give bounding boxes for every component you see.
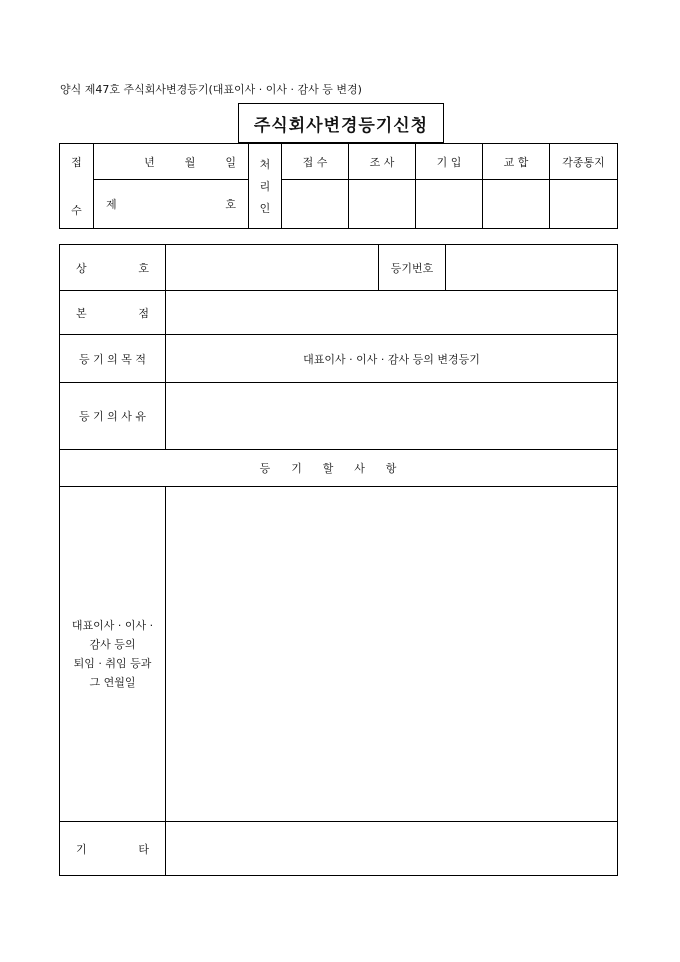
receipt-label-su: 수 [71,204,82,217]
head-office-field[interactable] [166,291,618,335]
date-day-label: 일 [225,155,236,169]
processor-char-3: 인 [259,202,271,215]
stamp-notice[interactable] [550,180,618,229]
reason-label: 등 기 의 사 유 [60,383,166,450]
change-label-line-4: 그 연월일 [89,676,136,689]
processor-char-1: 처 [259,158,271,171]
receipt-table [59,143,618,229]
head-office-label-a: 본 [76,306,87,320]
receipt-no-je-label: 제 [106,198,117,211]
receipt-no-ho-label: 호 [225,198,236,211]
other-label-a: 기 [76,842,87,856]
change-details-field[interactable] [166,487,618,822]
trade-name-label-a: 상 [76,261,87,275]
receipt-number-cell[interactable] [94,180,249,229]
receipt-label-cell [60,144,94,229]
form-title [238,103,444,143]
stamp-josa[interactable] [349,180,416,229]
form-title-text: 주식회사변경등기신청 [253,115,429,136]
change-label-line-1: 대표이사 · 이사 · [71,619,154,632]
receipt-date-cell[interactable] [94,144,249,180]
stamp-jeopsu[interactable] [282,180,349,229]
stamp-gyohap[interactable] [483,180,550,229]
date-year-label: 년 [144,155,155,169]
head-office-label-cell [60,291,166,335]
date-month-label: 월 [184,155,196,169]
registration-number-field[interactable] [446,245,618,291]
change-label-line-3: 퇴임 · 취임 등과 [73,657,152,670]
change-label-line-2: 감사 등의 [89,638,136,651]
col-header-giip: 기 입 [416,144,483,180]
head-office-label-b: 점 [138,306,149,320]
application-table [59,244,618,876]
registration-number-label: 등기번호 [379,245,446,291]
trade-name-label-b: 호 [138,261,149,275]
col-header-gyohap: 교 합 [483,144,550,180]
trade-name-field[interactable] [166,245,379,291]
processor-label-cell [249,144,282,229]
other-label-b: 타 [138,842,149,856]
stamp-giip[interactable] [416,180,483,229]
receipt-label-jeop: 접 [71,156,82,169]
items-heading-text: 등기할사항 [259,462,418,475]
processor-char-2: 리 [259,180,271,193]
purpose-value: 대표이사 · 이사 · 감사 등의 변경등기 [166,335,618,383]
col-header-jeopsu: 접 수 [282,144,349,180]
col-header-josa: 조 사 [349,144,416,180]
purpose-label: 등 기 의 목 적 [60,335,166,383]
items-heading [60,450,618,487]
other-label-cell [60,822,166,876]
col-header-notice: 각종통지 [550,144,618,180]
change-label-cell [60,487,166,822]
trade-name-label-cell [60,245,166,291]
reason-field[interactable] [166,383,618,450]
form-number-label: 양식 제47호 주식회사변경등기(대표이사 · 이사 · 감사 등 변경) [60,83,362,96]
other-field[interactable] [166,822,618,876]
